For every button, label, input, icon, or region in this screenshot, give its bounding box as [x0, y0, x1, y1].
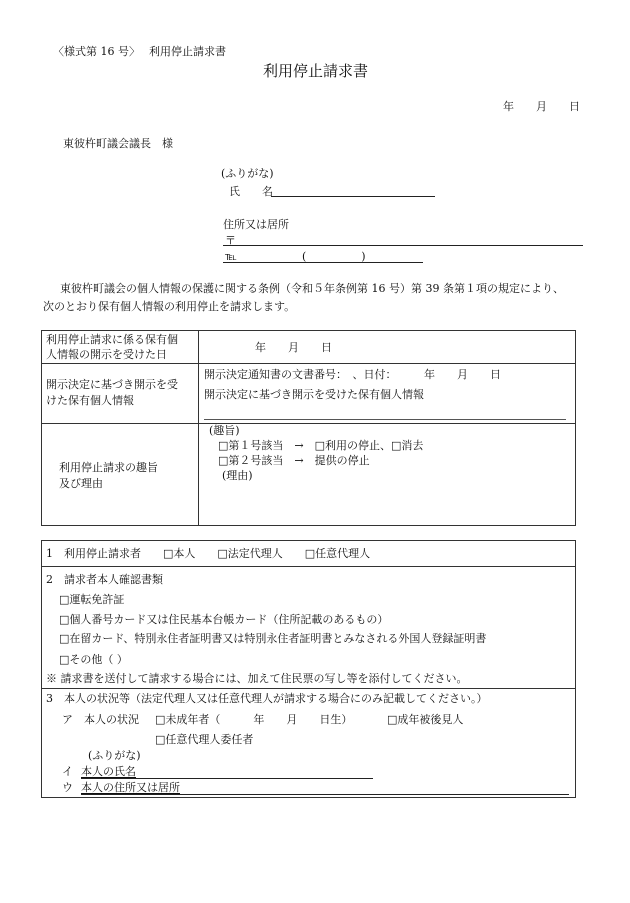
disclosed-info-label-line1: 開示決定に基づき開示を受 — [46, 378, 178, 391]
disclosed-info-field-label: 開示決定に基づき開示を受けた保有個人情報 — [204, 388, 424, 401]
id-documents-heading: 2 請求者本人確認書類 — [46, 573, 163, 586]
table2-row-divider-2 — [41, 688, 576, 689]
id-doc-other[interactable]: □その他（ ） — [59, 653, 128, 666]
requester-address-line[interactable] — [223, 245, 583, 246]
tel-parens: ( ) — [302, 250, 366, 263]
purpose-option-1[interactable]: □第１号該当 → □利用の停止、□消去 — [218, 439, 424, 452]
addressee: 東彼杵町議会議長 様 — [63, 137, 173, 150]
principal-name-label: 本人の氏名 — [81, 765, 136, 778]
tel-line[interactable] — [223, 262, 423, 263]
requester-furigana-label: (ふりがな) — [221, 167, 274, 180]
principal-address-line[interactable] — [81, 794, 569, 795]
adult-guardian-option[interactable]: □成年被後見人 — [387, 713, 464, 726]
id-doc-residence-card[interactable]: □在留カード、特別永住者証明書又は特別永住者証明書とみなされる外国人登録証明書 — [59, 632, 487, 645]
purpose-option-2[interactable]: □第２号該当 → 提供の停止 — [218, 454, 370, 467]
form-number: 〈様式第 16 号〉 利用停止請求書 — [53, 45, 226, 58]
minor-option[interactable]: □未成年者（ 年 月 日生） — [155, 713, 353, 726]
table1-row-divider-1 — [41, 363, 576, 364]
date-line: 年 月 日 — [503, 100, 580, 113]
purpose-reason-label-line2: 及び理由 — [59, 477, 103, 490]
table2-row-divider-1 — [41, 566, 576, 567]
principal-name-marker: イ — [62, 765, 73, 778]
disclosure-date-field[interactable]: 年 月 日 — [255, 341, 332, 354]
requester-name-line[interactable] — [271, 196, 435, 197]
reason-heading: (理由) — [222, 469, 253, 482]
notice-number-date-field[interactable]: 開示決定通知書の文書番号： 、日付： 年 月 日 — [204, 368, 501, 381]
table1-column-divider — [198, 330, 199, 526]
intro-line-1: 東彼杵町議会の個人情報の保護に関する条例（令和５年条例第 16 号）第 39 条第１項の規定により、 — [60, 282, 564, 295]
postal-symbol: 〒 — [225, 234, 236, 247]
disclosure-date-label-line2: 人情報の開示を受けた日 — [46, 348, 167, 361]
purpose-reason-label-line1: 利用停止請求の趣旨 — [59, 461, 158, 474]
requester-address-label: 住所又は居所 — [223, 218, 289, 231]
principal-address-marker: ウ — [62, 781, 73, 794]
requester-name-label: 氏 名 — [229, 185, 273, 198]
id-doc-drivers-license[interactable]: □運転免許証 — [59, 593, 125, 606]
principal-address-label: 本人の住所又は居所 — [81, 781, 180, 794]
principal-furigana-label: (ふりがな) — [88, 749, 141, 762]
disclosed-info-label-line2: けた保有個人情報 — [46, 394, 134, 407]
table1-row-divider-2 — [41, 423, 576, 424]
page-title: 利用停止請求書 — [263, 62, 369, 80]
mail-note: ※ 請求書を送付して請求する場合には、加えて住民票の写し等を添付してください。 — [46, 672, 468, 685]
id-doc-my-number-card[interactable]: □個人番号カード又は住民基本台帳カード（住所記載のあるもの） — [59, 613, 389, 626]
tel-label: ℡ — [225, 250, 237, 263]
purpose-heading: (趣旨) — [209, 424, 240, 437]
intro-line-2: 次のとおり保有個人情報の利用停止を請求します。 — [43, 300, 296, 313]
appointer-option[interactable]: □任意代理人委任者 — [155, 733, 254, 746]
principal-status-label: ア 本人の状況 — [62, 713, 139, 726]
disclosure-date-label-line1: 利用停止請求に係る保有個 — [46, 333, 178, 346]
principal-name-line[interactable] — [81, 778, 373, 779]
disclosed-info-line[interactable] — [204, 419, 566, 420]
principal-status-heading: 3 本人の状況等（法定代理人又は任意代理人が請求する場合にのみ記載してください。） — [46, 692, 488, 705]
requester-type-row[interactable]: 1 利用停止請求者 □本人 □法定代理人 □任意代理人 — [46, 547, 371, 560]
